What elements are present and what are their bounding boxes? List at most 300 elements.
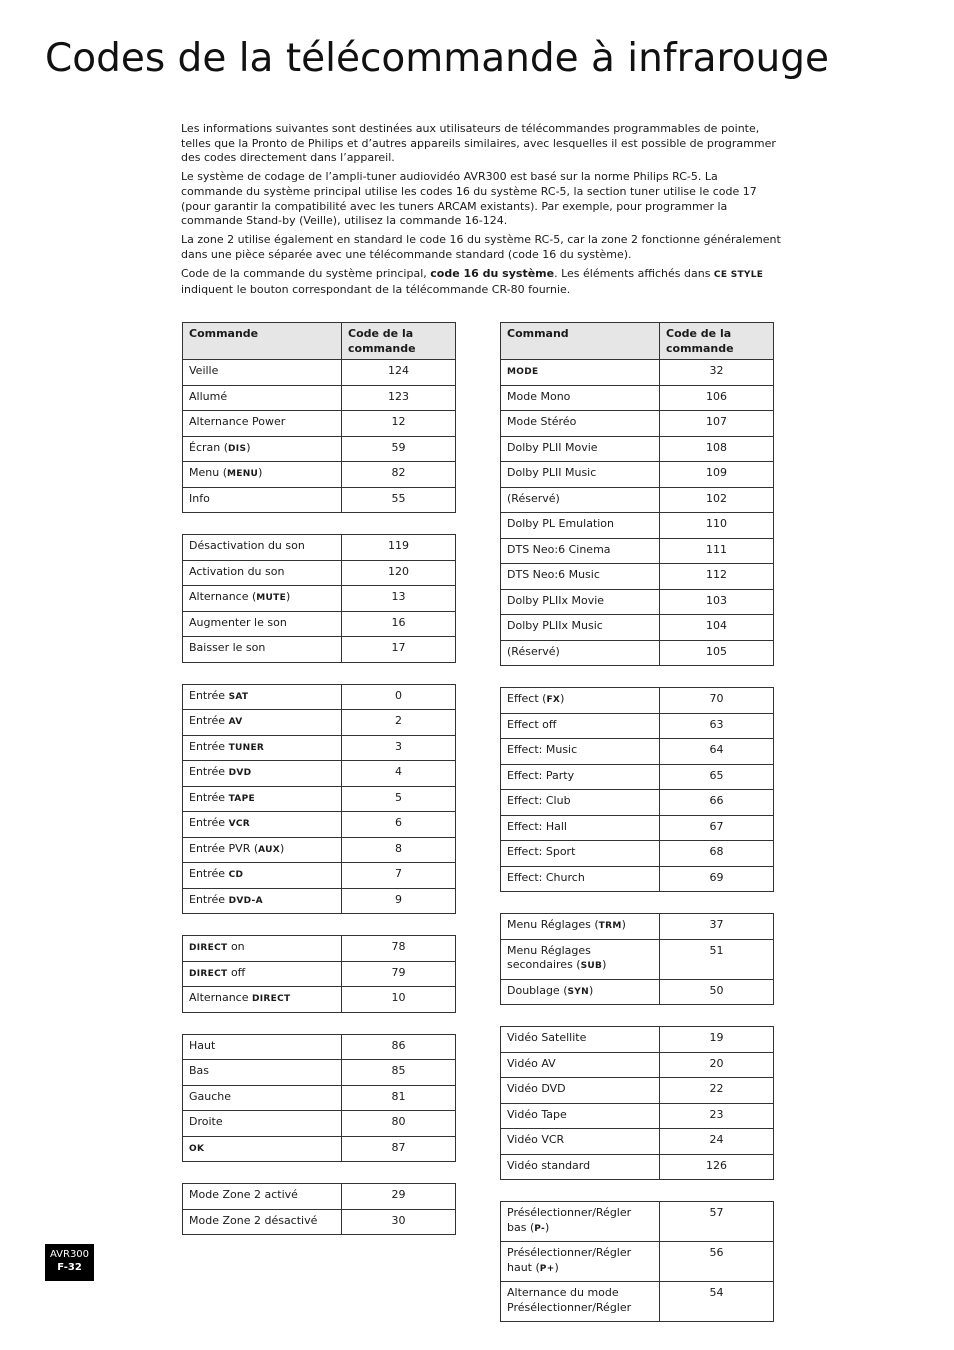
text-run: Dolby PL Emulation: [507, 517, 615, 530]
text-run: Effect off: [507, 717, 557, 731]
command-code-cell: 10: [342, 987, 456, 1013]
text-run: ): [258, 466, 263, 479]
button-label: AV: [228, 717, 243, 727]
table-row: [183, 735, 456, 761]
button-label: MENU: [227, 469, 259, 479]
command-code-cell: 64: [660, 739, 774, 765]
text-run: ): [602, 958, 607, 971]
button-label: SAT: [228, 691, 249, 702]
command-code-cell: 2: [342, 710, 456, 736]
command-name-cell: [183, 1085, 342, 1111]
command-code-cell: 104: [660, 615, 774, 641]
text-run: Présélectionner/Régler haut (: [507, 1246, 632, 1274]
command-name-cell: [183, 735, 342, 761]
command-name-cell: [501, 1282, 660, 1322]
table-row: [183, 812, 456, 838]
command-code-cell: 17: [342, 637, 456, 663]
text-run: Alternance Power: [189, 415, 286, 428]
command-name-cell: [501, 866, 660, 892]
text-run: ): [588, 983, 594, 997]
table-row: [183, 786, 456, 812]
table-row: [183, 535, 456, 561]
text-run: Activation du son: [189, 564, 285, 578]
table-row: [183, 560, 456, 586]
table-row: [501, 462, 774, 488]
text-run: Effect: Sport: [507, 845, 576, 858]
text-run: Écran (: [189, 440, 229, 454]
text-run: off: [227, 965, 246, 979]
text-run: Désactivation du son: [189, 539, 305, 552]
command-table: [182, 1183, 456, 1235]
command-table: [500, 687, 774, 892]
table-row: [183, 1060, 456, 1086]
button-label: AUX: [258, 844, 280, 855]
command-code-cell: 105: [660, 640, 774, 666]
text-run: Baisser le son: [189, 641, 266, 654]
intro-paragraph: La zone 2 utilise également en standard le code 16 du système RC-5, car la zone 2 fonctionne généralement dans une pièce séparée avec une télécommande standard (code 16 du système).: [181, 233, 781, 261]
command-code-cell: 109: [660, 462, 774, 488]
text-run: DTS Neo:6 Cinema: [507, 542, 611, 556]
command-name-cell: [183, 586, 342, 612]
command-name-cell: [183, 1184, 342, 1210]
command-name-cell: [183, 863, 342, 889]
command-name-cell: [183, 761, 342, 787]
command-name-cell: [183, 535, 342, 561]
page-footer: [45, 1244, 94, 1281]
table-row: [501, 615, 774, 641]
command-code-cell: 112: [660, 564, 774, 590]
command-code-cell: 56: [660, 1242, 774, 1282]
command-table: [500, 913, 774, 1005]
command-name-cell: [501, 815, 660, 841]
command-code-cell: 16: [342, 611, 456, 637]
text-run: Effect: Music: [507, 743, 578, 756]
text-run: Veille: [189, 364, 219, 377]
table-row: [501, 1242, 774, 1282]
table-row: [183, 360, 456, 386]
table-row: [183, 385, 456, 411]
table-header: [501, 323, 774, 360]
button-label: MODE: [507, 367, 539, 377]
command-name-cell: [501, 411, 660, 437]
command-code-cell: 5: [342, 786, 456, 812]
text-run: Menu Réglages (: [507, 918, 599, 931]
text-run: Présélectionner/Régler bas (: [507, 1206, 632, 1234]
text-run: Vidéo VCR: [507, 1133, 565, 1146]
text-run: Allumé: [189, 389, 228, 403]
table-row: [501, 939, 774, 979]
command-code-cell: 67: [660, 815, 774, 841]
text-run: Entrée: [189, 816, 229, 829]
command-name-cell: [501, 564, 660, 590]
command-name-cell: [501, 360, 660, 386]
command-code-cell: 24: [660, 1129, 774, 1155]
text-run: Dolby PLIIx Music: [507, 619, 603, 632]
text-run: Gauche: [189, 1089, 232, 1103]
table-row: [501, 411, 774, 437]
command-code-cell: 79: [342, 961, 456, 987]
command-table: [500, 1026, 774, 1180]
table-row: [183, 462, 456, 488]
command-code-cell: 19: [660, 1027, 774, 1053]
command-code-cell: 103: [660, 589, 774, 615]
command-name-cell: [183, 837, 342, 863]
text-run: Effect: Church: [507, 870, 585, 884]
command-code-cell: 13: [342, 586, 456, 612]
command-code-cell: 66: [660, 790, 774, 816]
table-row: [183, 936, 456, 962]
command-code-cell: 12: [342, 411, 456, 437]
text-run: DTS Neo:6 Music: [507, 568, 600, 581]
text-run: Effect: Hall: [507, 819, 567, 833]
command-name-cell: [501, 939, 660, 979]
button-label: FX: [546, 695, 561, 705]
text-run: Haut: [189, 1038, 216, 1052]
command-name-cell: [183, 1034, 342, 1060]
text-run: Mode Zone 2 activé: [189, 1188, 298, 1201]
table-row: [501, 1129, 774, 1155]
header-code: Code de la commande: [342, 323, 456, 360]
text-run: Dolby PLIIx Movie: [507, 593, 605, 607]
command-table: [500, 322, 774, 666]
text-run: Entrée: [189, 714, 229, 727]
command-name-cell: [501, 1154, 660, 1180]
command-name-cell: [501, 979, 660, 1005]
table-row: [183, 1209, 456, 1235]
button-label: VCR: [228, 819, 250, 829]
command-name-cell: [183, 786, 342, 812]
text-run: Mode Zone 2 désactivé: [189, 1213, 318, 1227]
command-name-cell: [183, 1136, 342, 1162]
button-label: TRM: [598, 921, 622, 931]
text-run: Entrée: [189, 892, 229, 906]
table-row: [183, 684, 456, 710]
table-row: [501, 385, 774, 411]
command-code-cell: 87: [342, 1136, 456, 1162]
text-run: Augmenter le son: [189, 615, 287, 629]
table-row: [183, 1034, 456, 1060]
text-run: Entrée: [189, 790, 229, 804]
command-name-cell: [501, 841, 660, 867]
table-row: [501, 815, 774, 841]
text-run: Menu Réglages secondaires (: [507, 943, 591, 971]
text-run: Entrée PVR (: [189, 841, 259, 855]
button-label: P-: [534, 1223, 546, 1234]
command-code-cell: 119: [342, 535, 456, 561]
table-row: [501, 640, 774, 666]
text-run: Mode Mono: [507, 389, 571, 403]
table-row: [501, 790, 774, 816]
button-label: MUTE: [256, 593, 287, 603]
command-name-cell: [183, 710, 342, 736]
table-row: [501, 1103, 774, 1129]
table-row: [183, 1085, 456, 1111]
command-name-cell: [501, 538, 660, 564]
command-code-cell: 123: [342, 385, 456, 411]
table-row: [183, 961, 456, 987]
button-label: P+: [539, 1263, 555, 1274]
button-label: DVD-A: [228, 895, 263, 906]
command-code-cell: 55: [342, 487, 456, 513]
command-name-cell: [501, 1242, 660, 1282]
text-run: Entrée: [189, 688, 229, 702]
command-code-cell: 32: [660, 360, 774, 386]
table-row: [183, 611, 456, 637]
command-code-cell: 59: [342, 436, 456, 462]
page-title: Codes de la télécommande à infrarouge: [45, 36, 830, 81]
command-table: [182, 534, 456, 663]
text-run: (Réservé): [507, 644, 560, 658]
command-table: [182, 322, 456, 513]
text-run: Effect: Club: [507, 794, 571, 807]
command-name-cell: [501, 739, 660, 765]
text-run: Vidéo DVD: [507, 1082, 566, 1095]
table-row: [501, 513, 774, 539]
model-label: AVR300: [49, 1249, 90, 1260]
text-run: ): [279, 841, 285, 855]
command-code-cell: 106: [660, 385, 774, 411]
table-row: [501, 360, 774, 386]
page-number: F-32: [57, 1262, 82, 1273]
command-name-cell: [501, 688, 660, 714]
command-name-cell: [183, 462, 342, 488]
command-code-cell: 102: [660, 487, 774, 513]
command-code-cell: 3: [342, 735, 456, 761]
command-name-cell: [183, 961, 342, 987]
command-name-cell: [183, 1111, 342, 1137]
command-name-cell: [501, 1129, 660, 1155]
table-row: [183, 837, 456, 863]
text-run: ): [286, 590, 291, 603]
command-code-cell: 78: [342, 936, 456, 962]
text-run: ): [560, 692, 565, 705]
command-code-cell: 50: [660, 979, 774, 1005]
command-name-cell: [183, 436, 342, 462]
command-code-cell: 63: [660, 713, 774, 739]
table-row: [501, 589, 774, 615]
command-code-cell: 8: [342, 837, 456, 863]
command-code-cell: 107: [660, 411, 774, 437]
command-code-cell: 0: [342, 684, 456, 710]
command-code-cell: 108: [660, 436, 774, 462]
command-name-cell: [501, 790, 660, 816]
command-code-cell: 85: [342, 1060, 456, 1086]
command-name-cell: [183, 360, 342, 386]
command-code-cell: 37: [660, 914, 774, 940]
table-row: [501, 487, 774, 513]
text-run: Effect: Party: [507, 768, 575, 782]
command-code-cell: 65: [660, 764, 774, 790]
table-header: [183, 323, 456, 360]
command-code-cell: 124: [342, 360, 456, 386]
text-run: Droite: [189, 1115, 223, 1128]
command-name-cell: [501, 713, 660, 739]
table-row: [501, 713, 774, 739]
command-code-cell: 86: [342, 1034, 456, 1060]
table-row: [183, 888, 456, 914]
text-run: Dolby PLII Movie: [507, 440, 598, 454]
text-run: Info: [189, 491, 210, 505]
table-row: [183, 1111, 456, 1137]
table-row: [183, 1184, 456, 1210]
command-name-cell: [501, 1052, 660, 1078]
command-code-cell: 7: [342, 863, 456, 889]
intro-paragraph: [181, 267, 781, 297]
table-row: [183, 637, 456, 663]
text-run: Entrée: [189, 867, 229, 880]
table-row: [501, 436, 774, 462]
header-code: Code de la commande: [660, 323, 774, 360]
header-command: Commande: [183, 323, 342, 360]
text-run: Alternance (: [189, 590, 257, 603]
command-code-cell: 51: [660, 939, 774, 979]
table-row: [183, 436, 456, 462]
command-code-cell: 23: [660, 1103, 774, 1129]
command-code-cell: 110: [660, 513, 774, 539]
header-command: Command: [501, 323, 660, 360]
text-run: Effect (: [507, 692, 547, 705]
text-run: Mode Stéréo: [507, 415, 577, 428]
text-smallcaps: CE STYLE: [713, 270, 764, 281]
table-row: [183, 761, 456, 787]
command-name-cell: [501, 1202, 660, 1242]
command-name-cell: [501, 914, 660, 940]
command-code-cell: 82: [342, 462, 456, 488]
command-name-cell: [183, 385, 342, 411]
command-name-cell: [501, 513, 660, 539]
text-run: Vidéo AV: [507, 1056, 556, 1070]
command-table: [182, 684, 456, 915]
button-label: SYN: [567, 986, 589, 997]
command-name-cell: [183, 987, 342, 1013]
table-row: [183, 1136, 456, 1162]
command-name-cell: [501, 640, 660, 666]
command-code-cell: 111: [660, 538, 774, 564]
command-name-cell: [501, 1103, 660, 1129]
table-row: [501, 1202, 774, 1242]
command-name-cell: [183, 487, 342, 513]
intro-text: [181, 122, 781, 302]
table-row: [501, 1078, 774, 1104]
command-name-cell: [183, 936, 342, 962]
text-run: Entrée: [189, 765, 229, 778]
command-name-cell: [183, 560, 342, 586]
command-name-cell: [501, 385, 660, 411]
command-code-cell: 20: [660, 1052, 774, 1078]
command-code-cell: 126: [660, 1154, 774, 1180]
command-code-cell: 69: [660, 866, 774, 892]
command-table: [500, 1201, 774, 1322]
text-run: ): [545, 1220, 550, 1234]
table-row: [501, 538, 774, 564]
command-code-cell: 68: [660, 841, 774, 867]
command-code-cell: 9: [342, 888, 456, 914]
command-code-cell: 30: [342, 1209, 456, 1235]
button-label: CD: [228, 870, 244, 880]
table-row: [501, 1052, 774, 1078]
button-label: SUB: [580, 961, 603, 971]
table-row: [501, 739, 774, 765]
command-name-cell: [183, 611, 342, 637]
table-row: [501, 1154, 774, 1180]
command-name-cell: [183, 1209, 342, 1235]
command-name-cell: [501, 1027, 660, 1053]
text-run: Dolby PLII Music: [507, 466, 597, 479]
button-label: TAPE: [228, 793, 255, 804]
command-name-cell: [183, 411, 342, 437]
command-name-cell: [501, 487, 660, 513]
text-run: Alternance: [189, 991, 252, 1004]
command-code-cell: 120: [342, 560, 456, 586]
command-name-cell: [183, 684, 342, 710]
left-command-column: [182, 322, 455, 1235]
table-row: [501, 688, 774, 714]
button-label: TUNER: [228, 742, 265, 753]
button-label: OK: [189, 1143, 205, 1154]
intro-paragraph: Le système de codage de l’ampli-tuner audiovidéo AVR300 est basé sur la norme Philips RC-5. La commande du système principal utilise les codes 16 du système RC-5, la section tuner utilise le code 17 (pour garantir la compatibilité avec les tuners ARCAM existants). Par exemple, pour programmer la commande Stand-by (Veille), utilisez la commande 16-124.: [181, 170, 757, 228]
text-run: Vidéo Tape: [507, 1107, 567, 1121]
table-row: [183, 487, 456, 513]
command-name-cell: [501, 589, 660, 615]
text-run: Vidéo standard: [507, 1158, 591, 1172]
button-label: DVD: [228, 768, 252, 778]
command-name-cell: [183, 888, 342, 914]
command-code-cell: 70: [660, 688, 774, 714]
command-code-cell: 80: [342, 1111, 456, 1137]
table-row: [183, 411, 456, 437]
text-run: Doublage (: [507, 983, 568, 997]
text-run: (Réservé): [507, 491, 560, 505]
command-name-cell: [501, 1078, 660, 1104]
command-code-cell: 4: [342, 761, 456, 787]
command-code-cell: 57: [660, 1202, 774, 1242]
command-code-cell: 54: [660, 1282, 774, 1322]
text-run: Alternance du mode Présélectionner/Régler: [507, 1286, 632, 1314]
table-row: [501, 564, 774, 590]
text-run: Vidéo Satellite: [507, 1031, 587, 1044]
button-label: DIRECT: [189, 943, 228, 953]
command-code-cell: 29: [342, 1184, 456, 1210]
button-label: DIRECT: [252, 994, 291, 1004]
command-name-cell: [501, 764, 660, 790]
text-run: ): [246, 440, 251, 454]
command-name-cell: [183, 1060, 342, 1086]
table-row: [183, 863, 456, 889]
table-row: [501, 914, 774, 940]
table-row: [183, 586, 456, 612]
text-run: indiquent le bouton correspondant de la télécommande CR-80 fournie.: [181, 282, 571, 296]
table-row: [501, 764, 774, 790]
command-name-cell: [501, 615, 660, 641]
command-name-cell: [501, 462, 660, 488]
command-code-cell: 22: [660, 1078, 774, 1104]
command-table: [182, 1034, 456, 1163]
button-label: DIRECT: [189, 968, 228, 979]
table-row: [501, 1027, 774, 1053]
table-row: [501, 1282, 774, 1322]
command-code-cell: 6: [342, 812, 456, 838]
table-row: [183, 710, 456, 736]
text-run: Entrée: [189, 739, 229, 753]
text-run: on: [227, 940, 245, 953]
text-run: ): [621, 918, 626, 931]
text-run: Menu (: [189, 466, 227, 479]
table-row: [183, 987, 456, 1013]
table-row: [501, 866, 774, 892]
command-name-cell: [183, 637, 342, 663]
table-row: [501, 841, 774, 867]
text-run: . Les éléments affichés dans: [554, 267, 714, 281]
